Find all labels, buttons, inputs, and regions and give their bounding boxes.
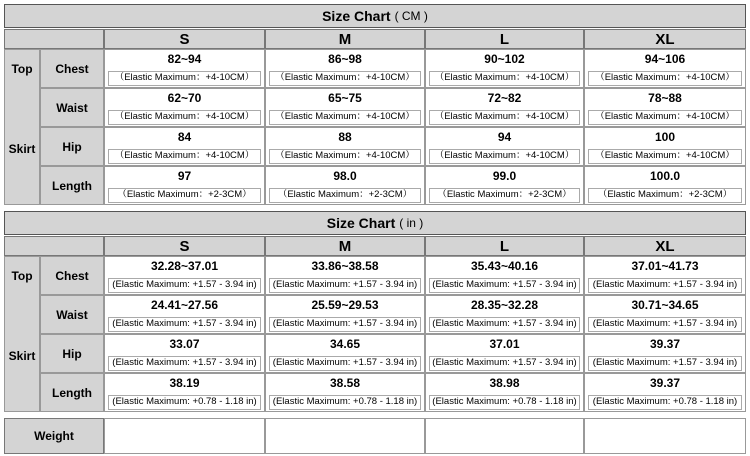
measure-label-waist: Waist: [40, 295, 104, 334]
size-header-m: M: [265, 236, 425, 256]
measure-label-chest: Chest: [40, 256, 104, 295]
value: 72~82: [487, 91, 522, 105]
elastic-note: （Elastic Maximum：+4-10CM）: [429, 149, 580, 164]
value: 32.28~37.01: [150, 259, 219, 273]
value-cell: [104, 88, 265, 127]
value-cell: [584, 127, 746, 166]
value: 35.43~40.16: [470, 259, 539, 273]
weight-cell-l: [425, 418, 584, 454]
value-cell: [265, 88, 425, 127]
value: 38.98: [489, 376, 520, 390]
elastic-note: （Elastic Maximum：+4-10CM）: [588, 110, 742, 125]
value-cell: [584, 373, 746, 412]
size-header-row: [4, 29, 746, 49]
elastic-note: (Elastic Maximum: +1.57 - 3.94 in): [269, 317, 421, 332]
size-header-xl: XL: [584, 29, 746, 49]
value-cell: [425, 295, 584, 334]
weight-cell-xl: [584, 418, 746, 454]
value-cell: [265, 127, 425, 166]
value: 28.35~32.28: [470, 298, 539, 312]
title-unit: ( in ): [399, 216, 424, 230]
value-cell: [425, 334, 584, 373]
elastic-note: （Elastic Maximum：+4-10CM）: [108, 149, 261, 164]
value: 82~94: [167, 52, 202, 66]
value: 25.59~29.53: [311, 298, 379, 312]
value-cell: [425, 127, 584, 166]
value: 100: [654, 130, 676, 144]
elastic-note: （Elastic Maximum：+4-10CM）: [588, 149, 742, 164]
value-cell: [584, 256, 746, 295]
measure-label-length: Length: [40, 166, 104, 205]
elastic-note: (Elastic Maximum: +1.57 - 3.94 in): [429, 278, 580, 293]
value: 33.86~38.58: [311, 259, 379, 273]
value-cell: [425, 373, 584, 412]
value: 62~70: [167, 91, 202, 105]
value-cell: [265, 334, 425, 373]
value: 38.58: [329, 376, 361, 390]
value-cell: [104, 166, 265, 205]
size-chart-cm-title: [4, 4, 746, 28]
header-blank-cell: [4, 29, 104, 49]
size-header-l: L: [425, 29, 584, 49]
value: 39.37: [649, 337, 681, 351]
title-text: Size Chart: [326, 215, 396, 231]
group-skirt-label: Skirt: [8, 142, 36, 156]
measure-label-hip: Hip: [40, 127, 104, 166]
value: 37.01~41.73: [631, 259, 699, 273]
value: 33.07: [169, 337, 200, 351]
elastic-note: （Elastic Maximum：+4-10CM）: [269, 71, 421, 86]
elastic-note: (Elastic Maximum: +1.57 - 3.94 in): [269, 356, 421, 371]
value-cell: [584, 295, 746, 334]
value: 84: [177, 130, 192, 144]
group-column: [4, 49, 40, 205]
size-chart-inch-title: [4, 211, 746, 235]
value: 99.0: [492, 169, 517, 183]
value-cell: [584, 334, 746, 373]
value-cell: [425, 166, 584, 205]
elastic-note: （Elastic Maximum：+2-3CM）: [108, 188, 261, 203]
elastic-note: (Elastic Maximum: +1.57 - 3.94 in): [429, 356, 580, 371]
header-blank-cell: [4, 236, 104, 256]
value-cell: [584, 88, 746, 127]
value: 37.01: [489, 337, 520, 351]
elastic-note: (Elastic Maximum: +0.78 - 1.18 in): [269, 395, 421, 410]
value-cell: [265, 295, 425, 334]
elastic-note: (Elastic Maximum: +1.57 - 3.94 in): [269, 278, 421, 293]
group-top-label: Top: [11, 269, 33, 283]
size-header-s: S: [104, 29, 265, 49]
size-header-l: L: [425, 236, 584, 256]
value-cell: [104, 49, 265, 88]
value-cell: [104, 334, 265, 373]
elastic-note: （Elastic Maximum：+4-10CM）: [429, 110, 580, 125]
value-cell: [265, 49, 425, 88]
size-chart-cm: [4, 4, 746, 205]
value: 24.41~27.56: [150, 298, 219, 312]
size-header-m: M: [265, 29, 425, 49]
elastic-note: (Elastic Maximum: +1.57 - 3.94 in): [588, 317, 742, 332]
elastic-note: （Elastic Maximum：+4-10CM）: [269, 110, 421, 125]
value: 30.71~34.65: [631, 298, 699, 312]
value: 97: [177, 169, 192, 183]
value: 88: [338, 130, 352, 144]
value-cell: [104, 256, 265, 295]
elastic-note: (Elastic Maximum: +1.57 - 3.94 in): [108, 278, 261, 293]
title-unit: ( CM ): [394, 9, 428, 23]
value-cell: [104, 373, 265, 412]
value-cell: [425, 256, 584, 295]
value: 100.0: [649, 169, 681, 183]
size-header-xl: XL: [584, 236, 746, 256]
measure-label-waist: Waist: [40, 88, 104, 127]
value-cell: [104, 127, 265, 166]
value: 86~98: [328, 52, 362, 66]
weight-cell-m: [265, 418, 425, 454]
value: 94~106: [644, 52, 686, 66]
elastic-note: （Elastic Maximum：+4-10CM）: [429, 71, 580, 86]
measure-label-chest: Chest: [40, 49, 104, 88]
elastic-note: (Elastic Maximum: +0.78 - 1.18 in): [108, 395, 261, 410]
value: 65~75: [328, 91, 362, 105]
elastic-note: （Elastic Maximum：+2-3CM）: [269, 188, 421, 203]
size-table-body: [4, 49, 746, 205]
elastic-note: （Elastic Maximum：+2-3CM）: [588, 188, 742, 203]
group-skirt-label: Skirt: [8, 349, 36, 363]
elastic-note: (Elastic Maximum: +1.57 - 3.94 in): [588, 278, 742, 293]
elastic-note: （Elastic Maximum：+4-10CM）: [108, 71, 261, 86]
value-cell: [425, 88, 584, 127]
group-column: [4, 256, 40, 412]
elastic-note: （Elastic Maximum：+4-10CM）: [108, 110, 261, 125]
size-header-row: [4, 236, 746, 256]
value-cell: [265, 373, 425, 412]
measure-label-hip: Hip: [40, 334, 104, 373]
value: 94: [497, 130, 512, 144]
group-top-label: Top: [11, 62, 33, 76]
elastic-note: (Elastic Maximum: +1.57 - 3.94 in): [108, 317, 261, 332]
weight-cell-s: [104, 418, 265, 454]
value-cell: [425, 49, 584, 88]
elastic-note: (Elastic Maximum: +1.57 - 3.94 in): [108, 356, 261, 371]
value: 38.19: [169, 376, 200, 390]
size-table-body: [4, 256, 746, 412]
elastic-note: （Elastic Maximum：+4-10CM）: [588, 71, 742, 86]
size-header-s: S: [104, 236, 265, 256]
value: 98.0: [333, 169, 357, 183]
elastic-note: (Elastic Maximum: +1.57 - 3.94 in): [429, 317, 580, 332]
elastic-note: （Elastic Maximum：+4-10CM）: [269, 149, 421, 164]
value-cell: [265, 166, 425, 205]
elastic-note: (Elastic Maximum: +1.57 - 3.94 in): [588, 356, 742, 371]
value: 39.37: [649, 376, 681, 390]
value-cell: [584, 166, 746, 205]
elastic-note: （Elastic Maximum：+2-3CM）: [429, 188, 580, 203]
value-cell: [104, 295, 265, 334]
measure-label-length: Length: [40, 373, 104, 412]
value-cell: [265, 256, 425, 295]
value: 34.65: [329, 337, 361, 351]
title-text: Size Chart: [322, 8, 391, 24]
value: 78~88: [648, 91, 682, 105]
weight-row: [4, 418, 746, 454]
size-chart-inch: [4, 211, 746, 412]
elastic-note: (Elastic Maximum: +0.78 - 1.18 in): [588, 395, 742, 410]
value-cell: [584, 49, 746, 88]
weight-label: Weight: [4, 418, 104, 454]
value: 90~102: [484, 52, 525, 66]
elastic-note: (Elastic Maximum: +0.78 - 1.18 in): [429, 395, 580, 410]
